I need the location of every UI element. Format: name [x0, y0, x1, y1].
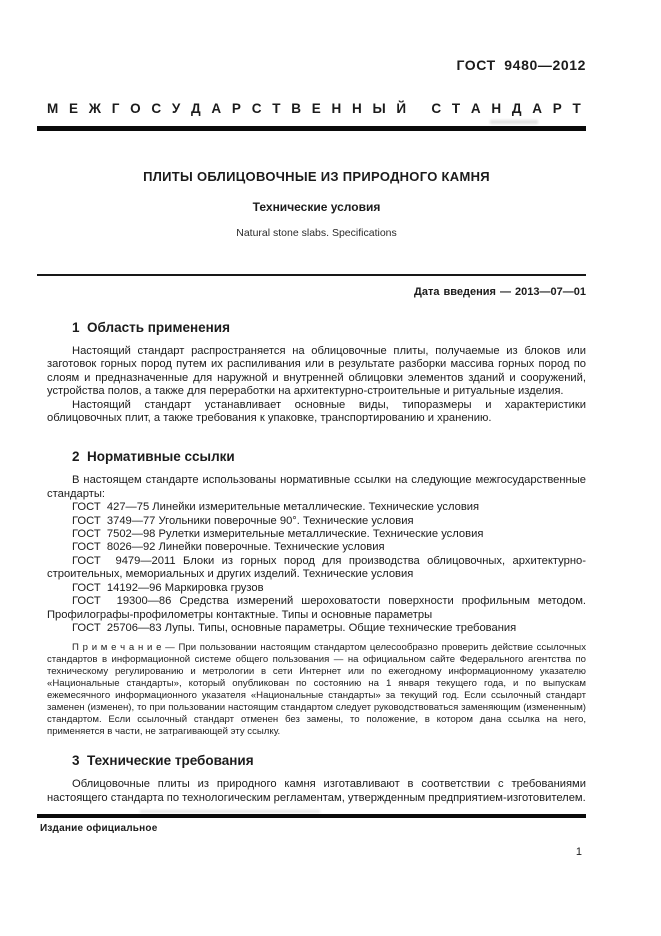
doc-title-en: Natural stone slabs. Specifications [236, 227, 397, 239]
doc-title-ru: ПЛИТЫ ОБЛИЦОВОЧНЫЕ ИЗ ПРИРОДНОГО КАМНЯ [143, 169, 490, 184]
header-rule [37, 126, 586, 131]
footer-rule [37, 814, 586, 818]
reference-item: ГОСТ 8026—92 Линейки поверочные. Технические условия [72, 541, 385, 554]
document-body [47, 320, 590, 805]
paragraph: Облицовочные плиты из природного камня изготавливают в соответствии с требованиями настоящего стандарта по технологическим регламентам, утвержденным предприятием-изготовителем. [47, 778, 586, 804]
title-rule [37, 274, 586, 276]
reference-item: ГОСТ 7502—98 Рулетки измерительные металлические. Технические условия [72, 528, 484, 541]
standard-type-banner: М Е Ж Г О С У Д А Р С Т В Е Н Н Ы Й С Т А Н Д А Р Т [47, 101, 581, 116]
reference-item: ГОСТ 3749—77 Угольники поверочные 90°. Технические условия [72, 514, 414, 527]
doc-code: ГОСТ 9480—2012 [456, 57, 586, 73]
reference-item: ГОСТ 427—75 Линейки измерительные металлические. Технические условия [72, 501, 480, 514]
effective-date: Дата введения — 2013—07—01 [414, 286, 586, 298]
section-heading-normative-refs: 2 Нормативные ссылки [72, 449, 235, 465]
reference-item: ГОСТ 19300—86 Средства измерений шероховатости поверхности профильным методом. Профилографы-профилометры контактные. Типы и основные параметры [47, 595, 590, 621]
scan-artifact [490, 120, 538, 124]
reference-item: ГОСТ 14192—96 Маркировка грузов [72, 581, 264, 594]
reference-item: ГОСТ 25706—83 Лупы. Типы, основные параметры. Общие технические требования [72, 621, 517, 634]
note: П р и м е ч а н и е — При пользовании настоящим стандартом целесообразно проверить действие ссылочных стандартов в информационной системе общего пользования — на официальном сайте Федерального агентства по техническому регулированию и метрологии в сети Интернет или по ежегодному информационному указателю «Национальные стандарты», который опубликован по состоянию на 1 января текущего года, и по выпускам ежемесячного информационного указателя «Национальные стандарты» за текущий год. Если ссылочный стандарт заменен (изменен), то при пользовании настоящим стандартом следует руководствоваться заменяющим (измененным) стандартом. Если ссылочный стандарт отменен без замены, то положение, в котором дана ссылка на него, применяется в части, не затрагивающей эту ссылку. [47, 642, 586, 738]
section-heading-technical-reqs: 3 Технические требования [72, 753, 254, 769]
doc-subtitle-ru: Технические условия [252, 200, 381, 214]
paragraph: В настоящем стандарте использованы нормативные ссылки на следующие межгосударственные стандарты: [47, 474, 586, 500]
scan-artifact [140, 810, 320, 813]
reference-item: ГОСТ 9479—2011 Блоки из горных пород для производства облицовочных, архитектурно-строительных, мемориальных и других изделий. Технические условия [47, 554, 586, 581]
paragraph: Настоящий стандарт распространяется на облицовочные плиты, получаемые из блоков или заготовок горных пород путем их распиливания или в результате разборки массива горных пород по слоям и предназначенные для наружной и внутренней облицовки элементов зданий и сооружений, устройства полов, а также для переработки на архитектурно-строительные и ритуальные изделия. [47, 345, 586, 398]
paragraph: Настоящий стандарт устанавливает основные виды, типоразмеры и характеристики облицовочных плит, а также требования к упаковке, транспортированию и хранению. [47, 398, 586, 425]
edition-note: Издание официальное [40, 823, 158, 834]
page-number: 1 [575, 846, 582, 858]
section-heading-scope: 1 Область применения [72, 320, 230, 335]
